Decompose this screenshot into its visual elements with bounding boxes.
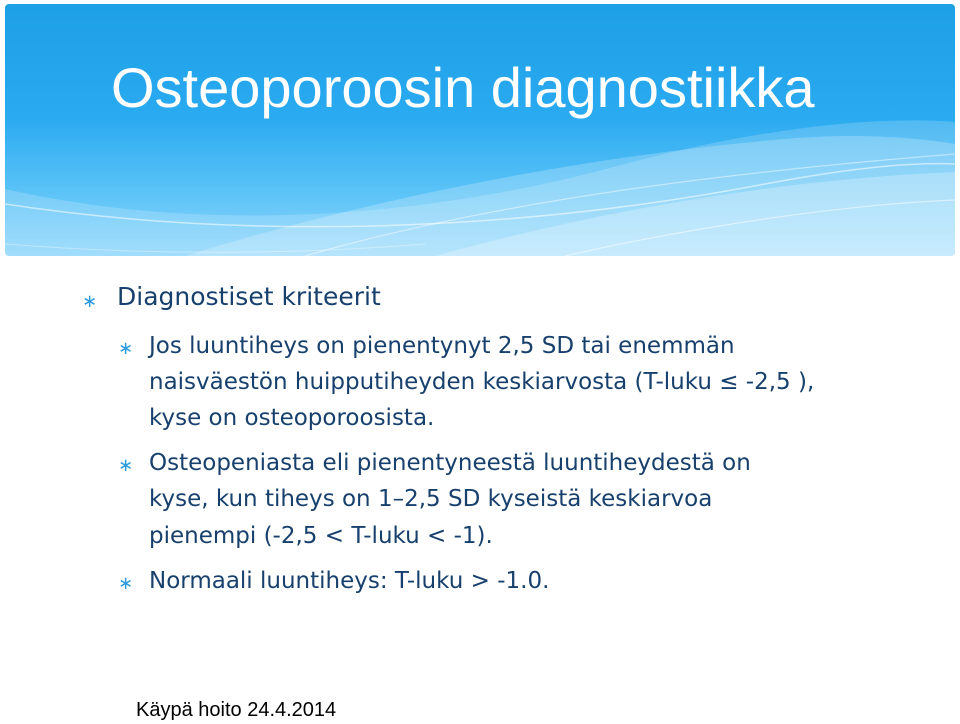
bullet-icon: ∗ [118,455,134,476]
source-footer: Käypä hoito 24.4.2014 [136,699,337,721]
bullet-icon: ∗ [118,338,134,359]
criterion-normal-line-1: Normaali luuntiheys: T-luku > -1.0. [149,568,550,594]
title-banner [5,4,955,256]
criterion-osteoporosis-line-1: Jos luuntiheys on pienentynyt 2,5 SD tai enemmän [149,333,735,359]
criterion-osteoporosis-line-2: naisväestön huipputiheyden keskiarvosta (T-luku ≤ -2,5 ), [149,369,815,395]
bullet-icon: ∗ [82,291,98,312]
criterion-osteopenia-line-3: pienempi (-2,5 < T-luku < -1). [149,523,493,549]
heading-diagnostic-criteria: Diagnostiset kriteerit [117,282,381,311]
banner-wave-decoration [5,4,955,256]
criterion-osteoporosis-line-3: kyse on osteoporoosista. [149,405,435,431]
criterion-osteopenia-line-1: Osteopeniasta eli pienentyneestä luuntiheydestä on [149,450,751,476]
criterion-osteopenia-line-2: kyse, kun tiheys on 1–2,5 SD kyseistä keskiarvoa [149,486,713,512]
bullet-icon: ∗ [118,573,134,594]
slide-title: Osteoporoosin diagnostiikka [111,56,815,119]
